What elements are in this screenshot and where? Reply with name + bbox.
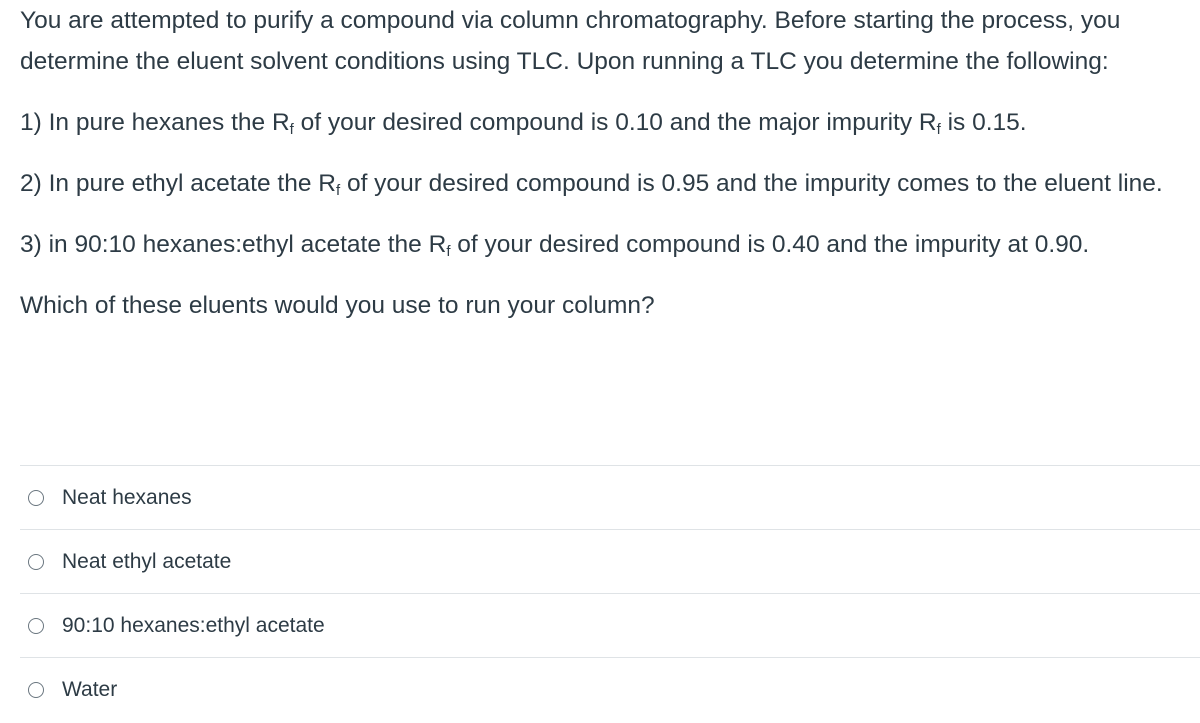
item-2-suffix: of your desired compound is 0.95 and the impurity comes to the eluent line. <box>340 170 1163 197</box>
item-1-middle: of your desired compound is 0.10 and the major impurity R <box>293 109 937 136</box>
rf-subscript: f <box>446 243 451 260</box>
item-1-prefix: 1) In pure hexanes the R <box>20 109 290 136</box>
radio-button[interactable] <box>28 554 44 570</box>
question-intro: You are attempted to purify a compound via column chromatography. Before starting the process, you determine the eluent solvent conditions using TLC. Upon running a TLC you determine the following: <box>20 7 1121 75</box>
question-item-1 <box>20 102 1190 143</box>
rf-subscript: f <box>335 182 341 199</box>
rf-subscript: f <box>289 121 294 138</box>
answer-option-90-10-mix[interactable] <box>20 593 1200 657</box>
radio-button[interactable] <box>28 682 44 698</box>
item-3-suffix: of your desired compound is 0.40 and the impurity at 0.90. <box>450 231 1090 258</box>
answer-option-water[interactable] <box>20 657 1200 721</box>
question-text <box>20 0 1190 326</box>
answer-label: Neat hexanes <box>62 485 192 509</box>
rf-subscript: f <box>936 121 941 138</box>
answer-list <box>20 465 1200 721</box>
radio-button[interactable] <box>28 618 44 634</box>
item-2-prefix: 2) In pure ethyl acetate the R <box>20 170 336 197</box>
answer-label: Water <box>62 677 118 701</box>
answer-label: Neat ethyl acetate <box>62 549 232 573</box>
item-3-prefix: 3) in 90:10 hexanes:ethyl acetate the R <box>20 231 447 258</box>
question-prompt: Which of these eluents would you use to run your column? <box>20 292 655 319</box>
question-item-3 <box>20 224 1190 265</box>
radio-button[interactable] <box>28 490 44 506</box>
answer-option-neat-hexanes[interactable] <box>20 465 1200 529</box>
answer-option-neat-ethyl-acetate[interactable] <box>20 529 1200 593</box>
question-item-2 <box>20 163 1190 204</box>
item-1-suffix: is 0.15. <box>940 109 1027 136</box>
answer-label: 90:10 hexanes:ethyl acetate <box>62 613 325 637</box>
